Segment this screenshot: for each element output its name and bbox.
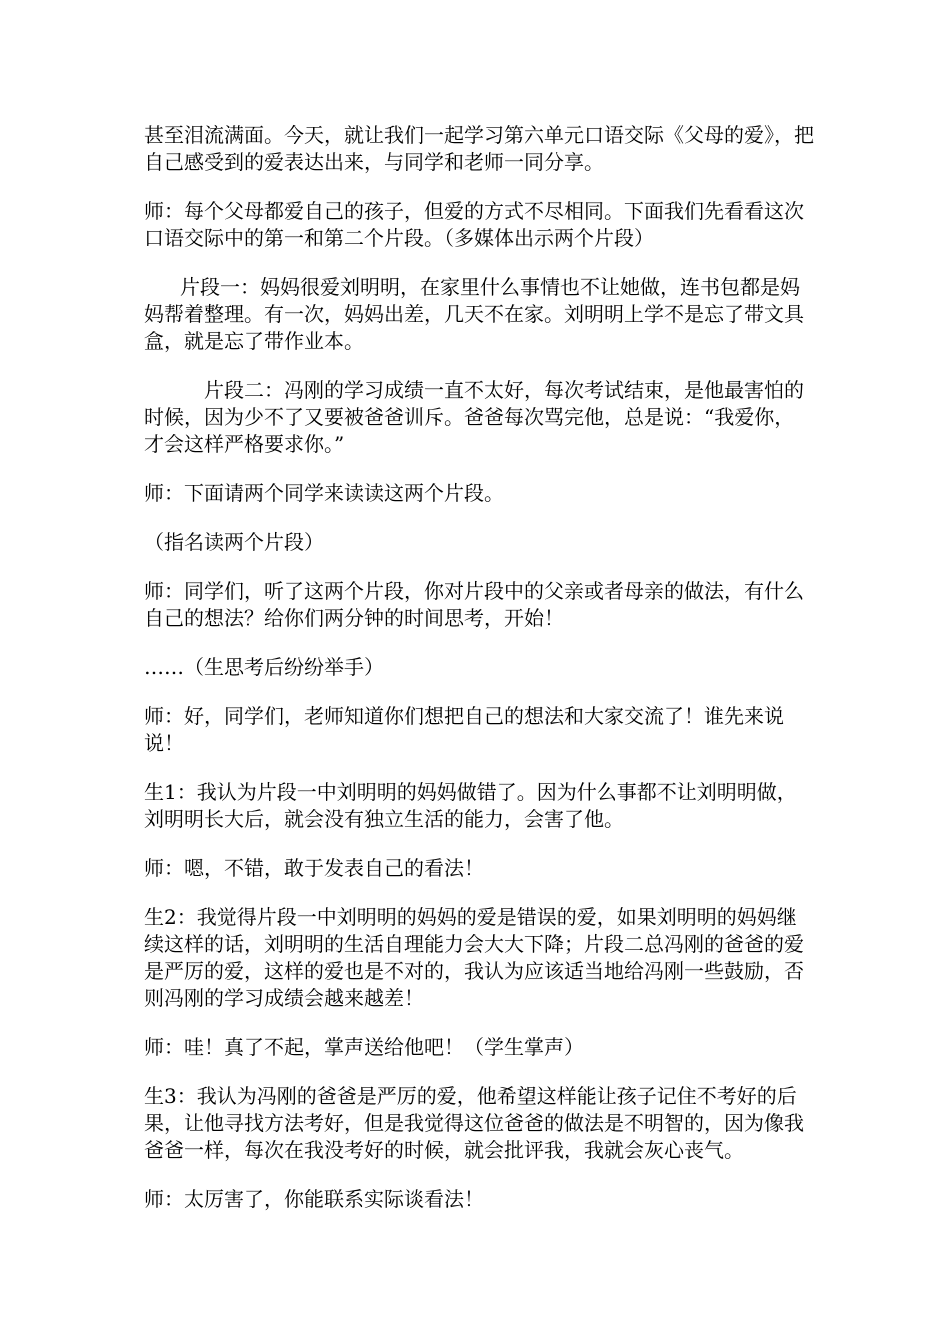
paragraph-teacher-5: 师：嗯，不错，敢于发表自己的看法！ (144, 856, 484, 880)
paragraph-student-2: 生2：我觉得片段一中刘明明的妈妈的爱是错误的爱，如果刘明明的妈妈继续这样的话，刘明明的生活自理能力会大大下降；片段二总冯刚的爸爸的爱是严厉的爱，这样的爱也是不对的，我认为应该适当地给冯刚一些鼓励，否则冯刚的学习成绩会越来越差！ (144, 905, 804, 1010)
paragraph-excerpt-2: 片段二：冯刚的学习成绩一直不太好，每次考试结束，是他最害怕的时候，因为少不了又要被爸爸训斥。爸爸每次骂完他，总是说：“我爱你，才会这样严格要求你。” (144, 378, 804, 456)
paragraph-teacher-7: 师：太厉害了，你能联系实际谈看法！ (144, 1187, 484, 1211)
paragraph-student-3: 生3：我认为冯刚的爸爸是严厉的爱，他希望这样能让孩子记住不考好的后果，让他寻找方法考好，但是我觉得这位爸爸的做法是不明智的，因为像我爸爸一样，每次在我没考好的时候，就会批评我，我就会灰心丧气。 (144, 1084, 804, 1162)
paragraph-teacher-3: 师：同学们，听了这两个片段，你对片段中的父亲或者母亲的做法，有什么自己的想法？给你们两分钟的时间思考，开始！ (144, 579, 804, 630)
paragraph-teacher-2: 师：下面请两个同学来读读这两个片段。 (144, 481, 504, 505)
paragraph-student-1: 生1：我认为片段一中刘明明的妈妈做错了。因为什么事都不让刘明明做，刘明明长大后，就会没有独立生活的能力，会害了他。 (144, 780, 797, 831)
paragraph-stage-note: （指名读两个片段） (144, 530, 324, 554)
paragraph-excerpt-1: 片段一：妈妈很爱刘明明，在家里什么事情也不让她做，连书包都是妈妈帮着整理。有一次，妈妈出差，几天不在家。刘明明上学不是忘了带文具盒，就是忘了带作业本。 (144, 275, 804, 353)
paragraph-students-think: ……（生思考后纷纷举手） (144, 655, 384, 679)
paragraph-teacher-1: 师：每个父母都爱自己的孩子，但爱的方式不尽相同。下面我们先看看这次口语交际中的第一和第二个片段。（多媒体出示两个片段） (144, 199, 804, 250)
paragraph-teacher-4: 师：好，同学们，老师知道你们想把自己的想法和大家交流了！谁先来说说！ (144, 704, 784, 755)
paragraph-intro: 甚至泪流满面。今天，就让我们一起学习第六单元口语交际《父母的爱》，把自己感受到的爱表达出来，与同学和老师一同分享。 (144, 123, 814, 174)
paragraph-teacher-6: 师：哇！真了不起，掌声送给他吧！（学生掌声） (144, 1035, 584, 1059)
document-body (144, 122, 814, 1235)
